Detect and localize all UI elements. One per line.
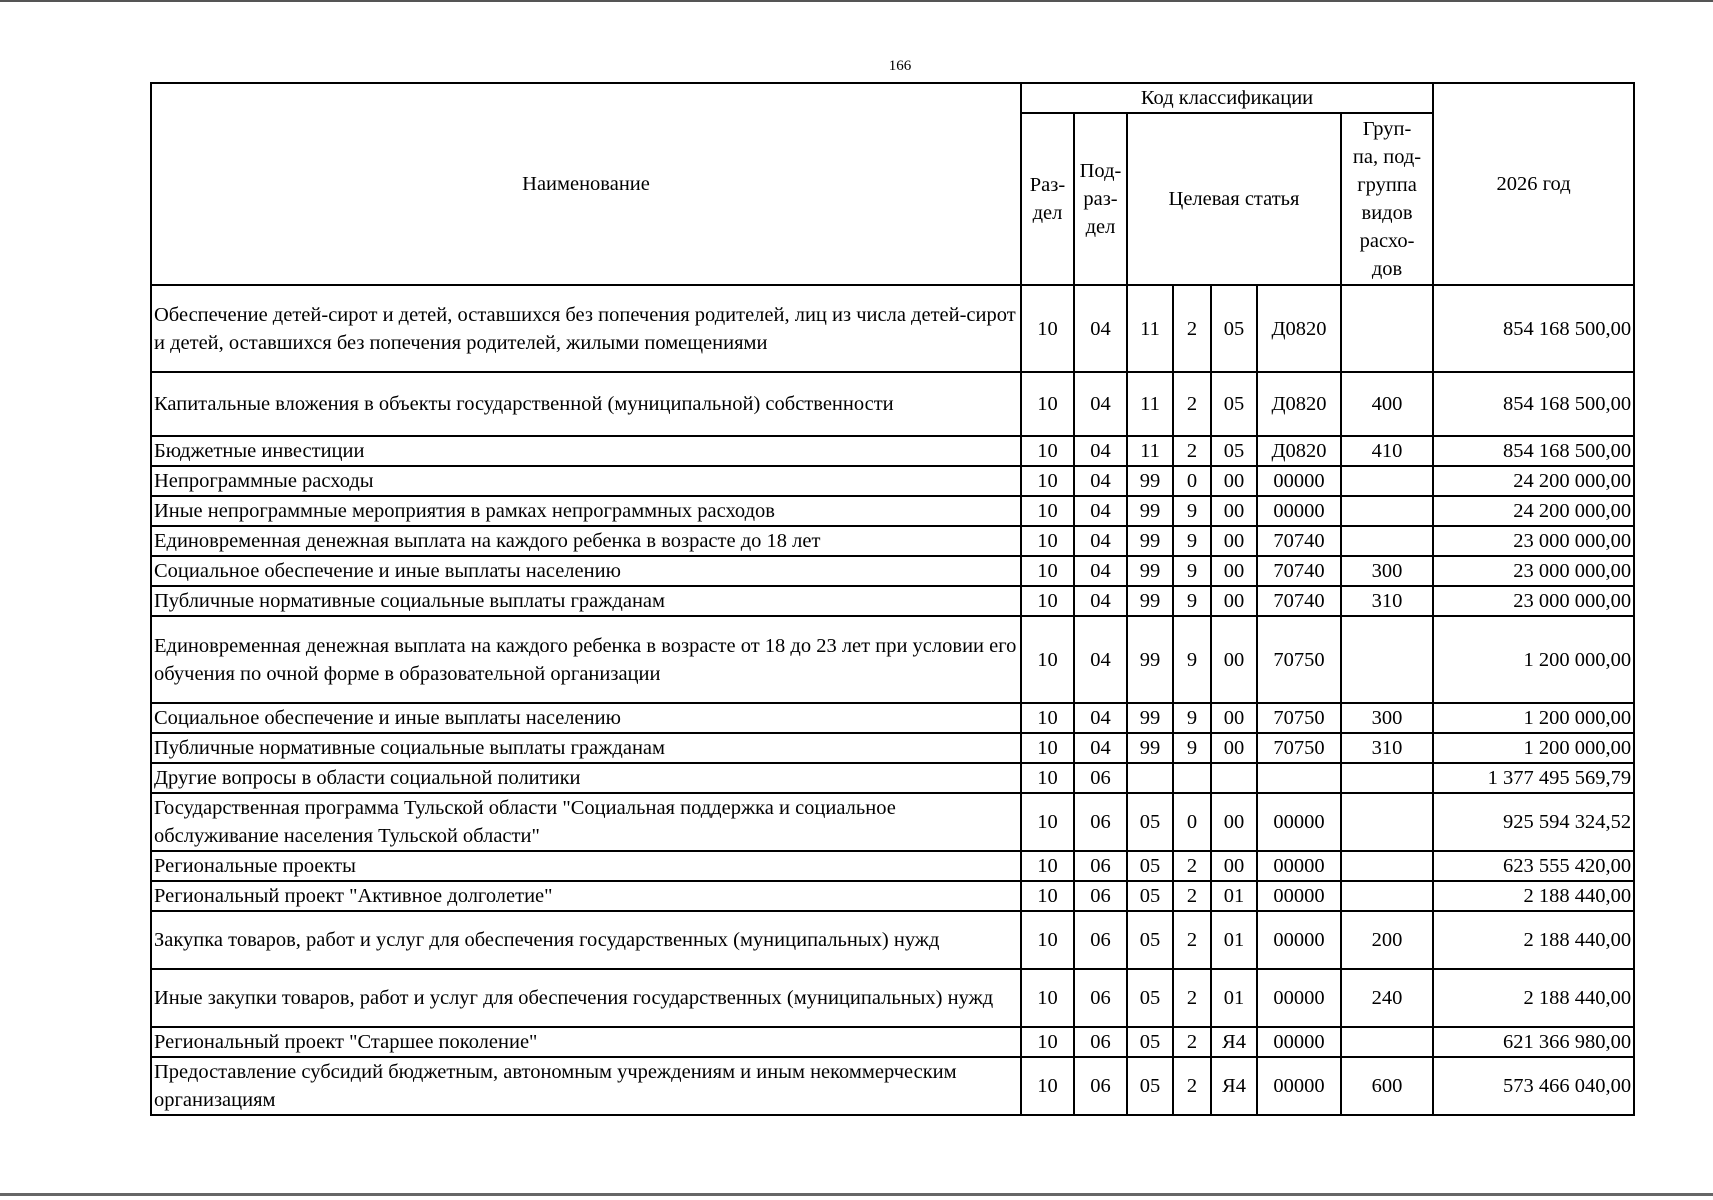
row-target-event: Я4 <box>1211 1027 1257 1057</box>
header-year: 2026 год <box>1433 83 1634 285</box>
row-target-program: 05 <box>1127 969 1173 1027</box>
table-row <box>151 372 1634 436</box>
row-amount: 573 466 040,00 <box>1433 1057 1634 1115</box>
row-name: Региональный проект "Старшее поколение" <box>151 1027 1021 1057</box>
header-podrazdel: Под- раз- дел <box>1074 113 1127 285</box>
row-amount: 925 594 324,52 <box>1433 793 1634 851</box>
row-podrazdel: 04 <box>1074 703 1127 733</box>
row-expense-group <box>1341 1027 1433 1057</box>
row-amount: 1 200 000,00 <box>1433 733 1634 763</box>
row-name: Публичные нормативные социальные выплаты гражданам <box>151 586 1021 616</box>
row-expense-group <box>1341 466 1433 496</box>
row-razdel: 10 <box>1021 763 1074 793</box>
row-expense-group <box>1341 881 1433 911</box>
row-amount: 1 200 000,00 <box>1433 703 1634 733</box>
row-target-subprogram: 2 <box>1173 436 1211 466</box>
row-name: Социальное обеспечение и иные выплаты населению <box>151 556 1021 586</box>
row-target-program: 05 <box>1127 1057 1173 1115</box>
row-target-direction: 00000 <box>1257 969 1341 1027</box>
row-target-subprogram: 2 <box>1173 851 1211 881</box>
table-row <box>151 496 1634 526</box>
table-row <box>151 1027 1634 1057</box>
row-podrazdel: 06 <box>1074 911 1127 969</box>
row-target-subprogram: 2 <box>1173 372 1211 436</box>
row-expense-group: 600 <box>1341 1057 1433 1115</box>
row-amount: 23 000 000,00 <box>1433 526 1634 556</box>
header-name: Наименование <box>151 83 1021 285</box>
row-target-program: 11 <box>1127 285 1173 372</box>
row-target-event: 01 <box>1211 881 1257 911</box>
row-razdel: 10 <box>1021 526 1074 556</box>
row-target-program: 99 <box>1127 556 1173 586</box>
row-target-subprogram: 0 <box>1173 466 1211 496</box>
row-target-direction: Д0820 <box>1257 285 1341 372</box>
row-podrazdel: 04 <box>1074 496 1127 526</box>
row-target-subprogram: 9 <box>1173 703 1211 733</box>
row-target-direction <box>1257 763 1341 793</box>
row-target-subprogram: 9 <box>1173 616 1211 703</box>
row-podrazdel: 06 <box>1074 1057 1127 1115</box>
row-podrazdel: 04 <box>1074 556 1127 586</box>
row-expense-group: 240 <box>1341 969 1433 1027</box>
row-target-subprogram: 2 <box>1173 285 1211 372</box>
row-target-subprogram: 2 <box>1173 881 1211 911</box>
row-target-program: 05 <box>1127 1027 1173 1057</box>
table-row <box>151 911 1634 969</box>
row-amount: 623 555 420,00 <box>1433 851 1634 881</box>
table-row <box>151 851 1634 881</box>
row-podrazdel: 04 <box>1074 616 1127 703</box>
table-body <box>151 285 1634 1115</box>
row-razdel: 10 <box>1021 881 1074 911</box>
row-amount: 1 200 000,00 <box>1433 616 1634 703</box>
table-row <box>151 526 1634 556</box>
row-expense-group: 300 <box>1341 703 1433 733</box>
page-number: 166 <box>888 58 912 74</box>
row-target-program: 99 <box>1127 733 1173 763</box>
row-target-subprogram: 2 <box>1173 1057 1211 1115</box>
header-code-group: Код классификации <box>1021 83 1433 113</box>
scan-edge-bottom <box>0 1193 1713 1196</box>
row-target-event: 05 <box>1211 285 1257 372</box>
row-target-program: 99 <box>1127 526 1173 556</box>
row-target-direction: 00000 <box>1257 881 1341 911</box>
row-target-event: 05 <box>1211 372 1257 436</box>
row-amount: 24 200 000,00 <box>1433 466 1634 496</box>
row-razdel: 10 <box>1021 969 1074 1027</box>
row-target-subprogram: 9 <box>1173 556 1211 586</box>
row-target-subprogram: 2 <box>1173 969 1211 1027</box>
row-target-direction: 00000 <box>1257 793 1341 851</box>
table-row <box>151 436 1634 466</box>
row-amount: 2 188 440,00 <box>1433 969 1634 1027</box>
row-razdel: 10 <box>1021 372 1074 436</box>
table-row <box>151 1057 1634 1115</box>
row-name: Региональный проект "Активное долголетие" <box>151 881 1021 911</box>
row-expense-group <box>1341 526 1433 556</box>
row-expense-group: 310 <box>1341 586 1433 616</box>
row-podrazdel: 06 <box>1074 1027 1127 1057</box>
row-razdel: 10 <box>1021 911 1074 969</box>
row-target-program: 05 <box>1127 881 1173 911</box>
row-target-event: 00 <box>1211 733 1257 763</box>
row-podrazdel: 04 <box>1074 586 1127 616</box>
row-target-subprogram: 9 <box>1173 586 1211 616</box>
row-podrazdel: 06 <box>1074 851 1127 881</box>
budget-table <box>150 82 1635 1116</box>
row-target-program: 05 <box>1127 911 1173 969</box>
row-razdel: 10 <box>1021 733 1074 763</box>
row-target-event: 00 <box>1211 616 1257 703</box>
row-razdel: 10 <box>1021 793 1074 851</box>
row-target-direction: Д0820 <box>1257 436 1341 466</box>
row-name: Непрограммные расходы <box>151 466 1021 496</box>
row-expense-group: 400 <box>1341 372 1433 436</box>
table-row <box>151 969 1634 1027</box>
row-target-direction: 70740 <box>1257 586 1341 616</box>
row-target-event: 00 <box>1211 496 1257 526</box>
row-target-event <box>1211 763 1257 793</box>
row-name: Единовременная денежная выплата на каждого ребенка в возрасте до 18 лет <box>151 526 1021 556</box>
table-row <box>151 616 1634 703</box>
table-row <box>151 703 1634 733</box>
row-expense-group <box>1341 285 1433 372</box>
row-expense-group <box>1341 851 1433 881</box>
row-expense-group: 300 <box>1341 556 1433 586</box>
row-target-program <box>1127 763 1173 793</box>
row-target-direction: 70750 <box>1257 616 1341 703</box>
row-podrazdel: 04 <box>1074 436 1127 466</box>
row-target-direction: 70740 <box>1257 556 1341 586</box>
row-expense-group: 200 <box>1341 911 1433 969</box>
row-podrazdel: 06 <box>1074 969 1127 1027</box>
row-expense-group: 310 <box>1341 733 1433 763</box>
row-target-program: 99 <box>1127 703 1173 733</box>
row-target-event: 00 <box>1211 526 1257 556</box>
row-amount: 23 000 000,00 <box>1433 556 1634 586</box>
row-amount: 2 188 440,00 <box>1433 881 1634 911</box>
row-name: Единовременная денежная выплата на каждого ребенка в возрасте от 18 до 23 лет при условии его обучения по очной форме в образовательной организации <box>151 616 1021 703</box>
row-target-event: 00 <box>1211 703 1257 733</box>
header-group: Груп- па, под- группа видов расхо- дов <box>1341 113 1433 285</box>
row-expense-group <box>1341 763 1433 793</box>
row-target-subprogram: 9 <box>1173 496 1211 526</box>
row-target-program: 05 <box>1127 851 1173 881</box>
row-target-event: Я4 <box>1211 1057 1257 1115</box>
row-razdel: 10 <box>1021 586 1074 616</box>
row-expense-group <box>1341 793 1433 851</box>
row-target-direction: 00000 <box>1257 1027 1341 1057</box>
row-razdel: 10 <box>1021 616 1074 703</box>
row-target-event: 00 <box>1211 466 1257 496</box>
table-row <box>151 586 1634 616</box>
row-amount: 854 168 500,00 <box>1433 436 1634 466</box>
row-target-direction: 70750 <box>1257 733 1341 763</box>
row-target-event: 00 <box>1211 556 1257 586</box>
row-target-subprogram: 2 <box>1173 1027 1211 1057</box>
row-razdel: 10 <box>1021 285 1074 372</box>
row-target-subprogram: 9 <box>1173 733 1211 763</box>
row-target-event: 05 <box>1211 436 1257 466</box>
row-target-program: 99 <box>1127 466 1173 496</box>
row-name: Иные закупки товаров, работ и услуг для обеспечения государственных (муниципальных) нужд <box>151 969 1021 1027</box>
row-amount: 1 377 495 569,79 <box>1433 763 1634 793</box>
row-expense-group: 410 <box>1341 436 1433 466</box>
row-podrazdel: 04 <box>1074 466 1127 496</box>
row-podrazdel: 04 <box>1074 372 1127 436</box>
row-amount: 2 188 440,00 <box>1433 911 1634 969</box>
row-amount: 854 168 500,00 <box>1433 285 1634 372</box>
table-row <box>151 466 1634 496</box>
table-row <box>151 793 1634 851</box>
row-target-event: 00 <box>1211 586 1257 616</box>
table-row <box>151 285 1634 372</box>
row-razdel: 10 <box>1021 1057 1074 1115</box>
row-expense-group <box>1341 616 1433 703</box>
row-name: Другие вопросы в области социальной политики <box>151 763 1021 793</box>
row-razdel: 10 <box>1021 556 1074 586</box>
row-target-direction: 70750 <box>1257 703 1341 733</box>
row-podrazdel: 04 <box>1074 733 1127 763</box>
row-target-event: 00 <box>1211 851 1257 881</box>
table-row <box>151 733 1634 763</box>
row-name: Государственная программа Тульской области "Социальная поддержка и социальное обслуживание населения Тульской области" <box>151 793 1021 851</box>
table-row <box>151 556 1634 586</box>
row-name: Капитальные вложения в объекты государственной (муниципальной) собственности <box>151 372 1021 436</box>
row-name: Предоставление субсидий бюджетным, автономным учреждениям и иным некоммерческим организациям <box>151 1057 1021 1115</box>
row-target-program: 99 <box>1127 586 1173 616</box>
row-podrazdel: 06 <box>1074 793 1127 851</box>
row-target-program: 99 <box>1127 616 1173 703</box>
row-name: Публичные нормативные социальные выплаты гражданам <box>151 733 1021 763</box>
row-name: Бюджетные инвестиции <box>151 436 1021 466</box>
row-name: Иные непрограммные мероприятия в рамках непрограммных расходов <box>151 496 1021 526</box>
row-expense-group <box>1341 496 1433 526</box>
row-target-event: 01 <box>1211 911 1257 969</box>
row-amount: 24 200 000,00 <box>1433 496 1634 526</box>
row-target-program: 99 <box>1127 496 1173 526</box>
row-target-direction: 00000 <box>1257 1057 1341 1115</box>
row-amount: 621 366 980,00 <box>1433 1027 1634 1057</box>
row-podrazdel: 04 <box>1074 526 1127 556</box>
row-target-subprogram: 0 <box>1173 793 1211 851</box>
row-target-direction: 70740 <box>1257 526 1341 556</box>
row-razdel: 10 <box>1021 466 1074 496</box>
row-razdel: 10 <box>1021 436 1074 466</box>
row-name: Обеспечение детей-сирот и детей, оставшихся без попечения родителей, лиц из числа детей-сирот и детей, оставшихся без попечения родителей, жилыми помещениями <box>151 285 1021 372</box>
scan-edge-top <box>0 0 1713 2</box>
row-target-direction: 00000 <box>1257 851 1341 881</box>
row-target-direction: Д0820 <box>1257 372 1341 436</box>
row-target-event: 00 <box>1211 793 1257 851</box>
row-target-direction: 00000 <box>1257 496 1341 526</box>
row-razdel: 10 <box>1021 703 1074 733</box>
row-podrazdel: 06 <box>1074 881 1127 911</box>
row-amount: 23 000 000,00 <box>1433 586 1634 616</box>
row-razdel: 10 <box>1021 851 1074 881</box>
row-razdel: 10 <box>1021 1027 1074 1057</box>
row-target-subprogram <box>1173 763 1211 793</box>
row-name: Региональные проекты <box>151 851 1021 881</box>
row-target-direction: 00000 <box>1257 466 1341 496</box>
row-target-program: 11 <box>1127 436 1173 466</box>
row-razdel: 10 <box>1021 496 1074 526</box>
row-name: Социальное обеспечение и иные выплаты населению <box>151 703 1021 733</box>
row-target-program: 11 <box>1127 372 1173 436</box>
row-amount: 854 168 500,00 <box>1433 372 1634 436</box>
row-name: Закупка товаров, работ и услуг для обеспечения государственных (муниципальных) нужд <box>151 911 1021 969</box>
row-target-subprogram: 9 <box>1173 526 1211 556</box>
row-target-event: 01 <box>1211 969 1257 1027</box>
table-row <box>151 881 1634 911</box>
table-row <box>151 763 1634 793</box>
row-target-subprogram: 2 <box>1173 911 1211 969</box>
row-podrazdel: 04 <box>1074 285 1127 372</box>
row-target-direction: 00000 <box>1257 911 1341 969</box>
row-target-program: 05 <box>1127 793 1173 851</box>
header-razdel: Раз- дел <box>1021 113 1074 285</box>
row-podrazdel: 06 <box>1074 763 1127 793</box>
header-target-article: Целевая статья <box>1127 113 1341 285</box>
